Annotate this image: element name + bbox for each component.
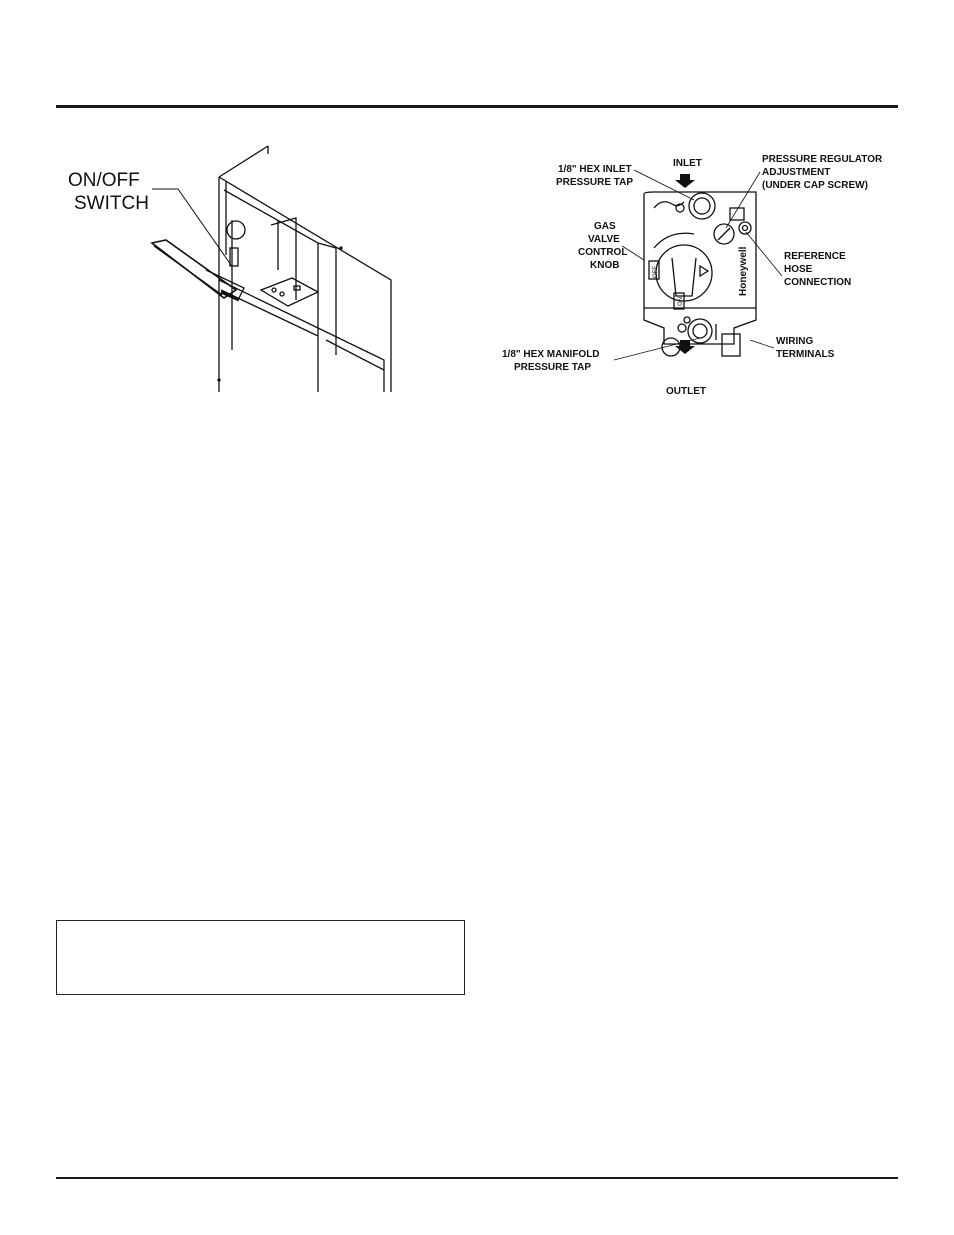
knob-label-line4: KNOB: [590, 260, 620, 271]
switch-label-line2: SWITCH: [74, 193, 149, 214]
manifold-tap-label-line2: PRESSURE TAP: [514, 362, 592, 373]
gas-valve-figure: [494, 148, 894, 400]
regulator-label-line2: ADJUSTMENT: [762, 167, 831, 178]
knob-on-mark: ON: [678, 297, 684, 306]
knob-label-line3: CONTROL: [578, 247, 628, 258]
inlet-arrow-icon: [675, 174, 695, 188]
hose-label-line1: REFERENCE: [784, 251, 846, 262]
honeywell-brand-text: Honeywell: [738, 246, 749, 296]
outlet-label: OUTLET: [666, 386, 706, 397]
bottom-rule: [56, 1177, 898, 1179]
switch-label-line1: ON/OFF: [68, 170, 140, 191]
inlet-tap-label-line2: PRESSURE TAP: [556, 177, 634, 188]
knob-label-line2: VALVE: [588, 234, 620, 245]
regulator-label-line3: (UNDER CAP SCREW): [762, 180, 868, 191]
wiring-label-line1: WIRING: [776, 336, 814, 347]
hose-label-line2: HOSE: [784, 264, 813, 275]
notice-box: [56, 920, 465, 995]
manifold-tap-label-line1: 1/8" HEX MANIFOLD: [502, 349, 600, 360]
top-rule: [56, 105, 898, 108]
on-off-switch-figure: [56, 140, 396, 398]
knob-label-line1: GAS: [594, 221, 616, 232]
inlet-tap-label-line1: 1/8" HEX INLET: [558, 164, 632, 175]
cabinet-drawing: [152, 146, 391, 392]
knob-off-mark: OFF: [653, 266, 659, 278]
hose-label-line3: CONNECTION: [784, 277, 852, 288]
regulator-label-line1: PRESSURE REGULATOR: [762, 154, 883, 165]
wiring-label-line2: TERMINALS: [776, 349, 835, 360]
inlet-label: INLET: [673, 158, 702, 169]
